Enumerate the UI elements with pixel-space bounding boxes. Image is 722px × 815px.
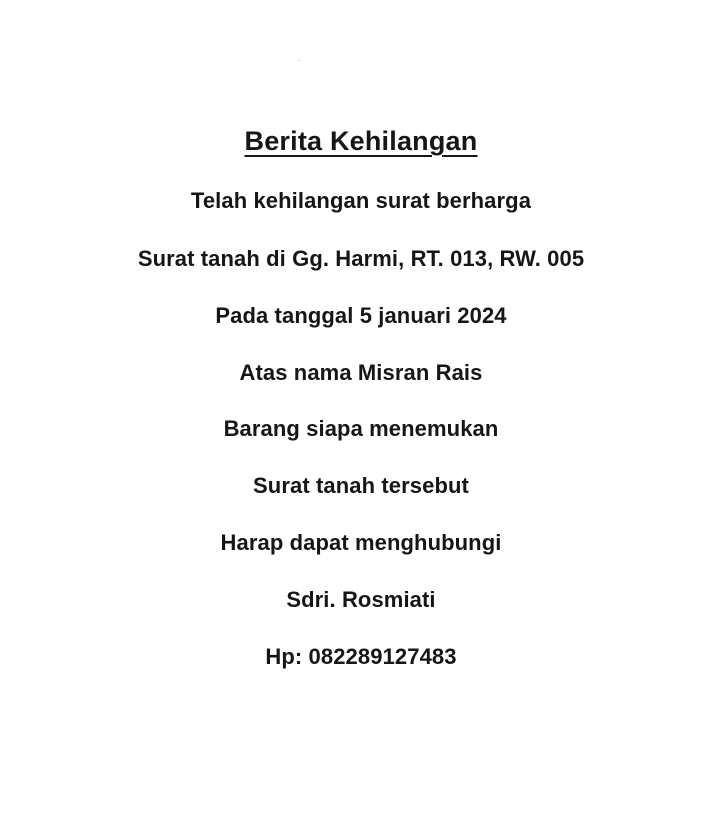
notice-line-owner: Atas nama Misran Rais: [239, 360, 483, 385]
notice-line-lost-item: Telah kehilangan surat berharga: [190, 188, 532, 213]
notice-line-land-location: Surat tanah di Gg. Harmi, RT. 013, RW. 005: [137, 246, 585, 271]
scan-speck: [298, 60, 300, 61]
notice-line-phone: Hp: 082289127483: [265, 644, 457, 669]
notice-line-contact-name: Sdri. Rosmiati: [286, 587, 436, 612]
notice-line-contact-request: Harap dapat menghubungi: [220, 530, 502, 555]
notice-line-finder: Barang siapa menemukan: [223, 416, 499, 441]
document-title: Berita Kehilangan: [244, 126, 478, 156]
notice-line-item: Surat tanah tersebut: [253, 473, 469, 498]
notice-line-date: Pada tanggal 5 januari 2024: [215, 303, 507, 328]
